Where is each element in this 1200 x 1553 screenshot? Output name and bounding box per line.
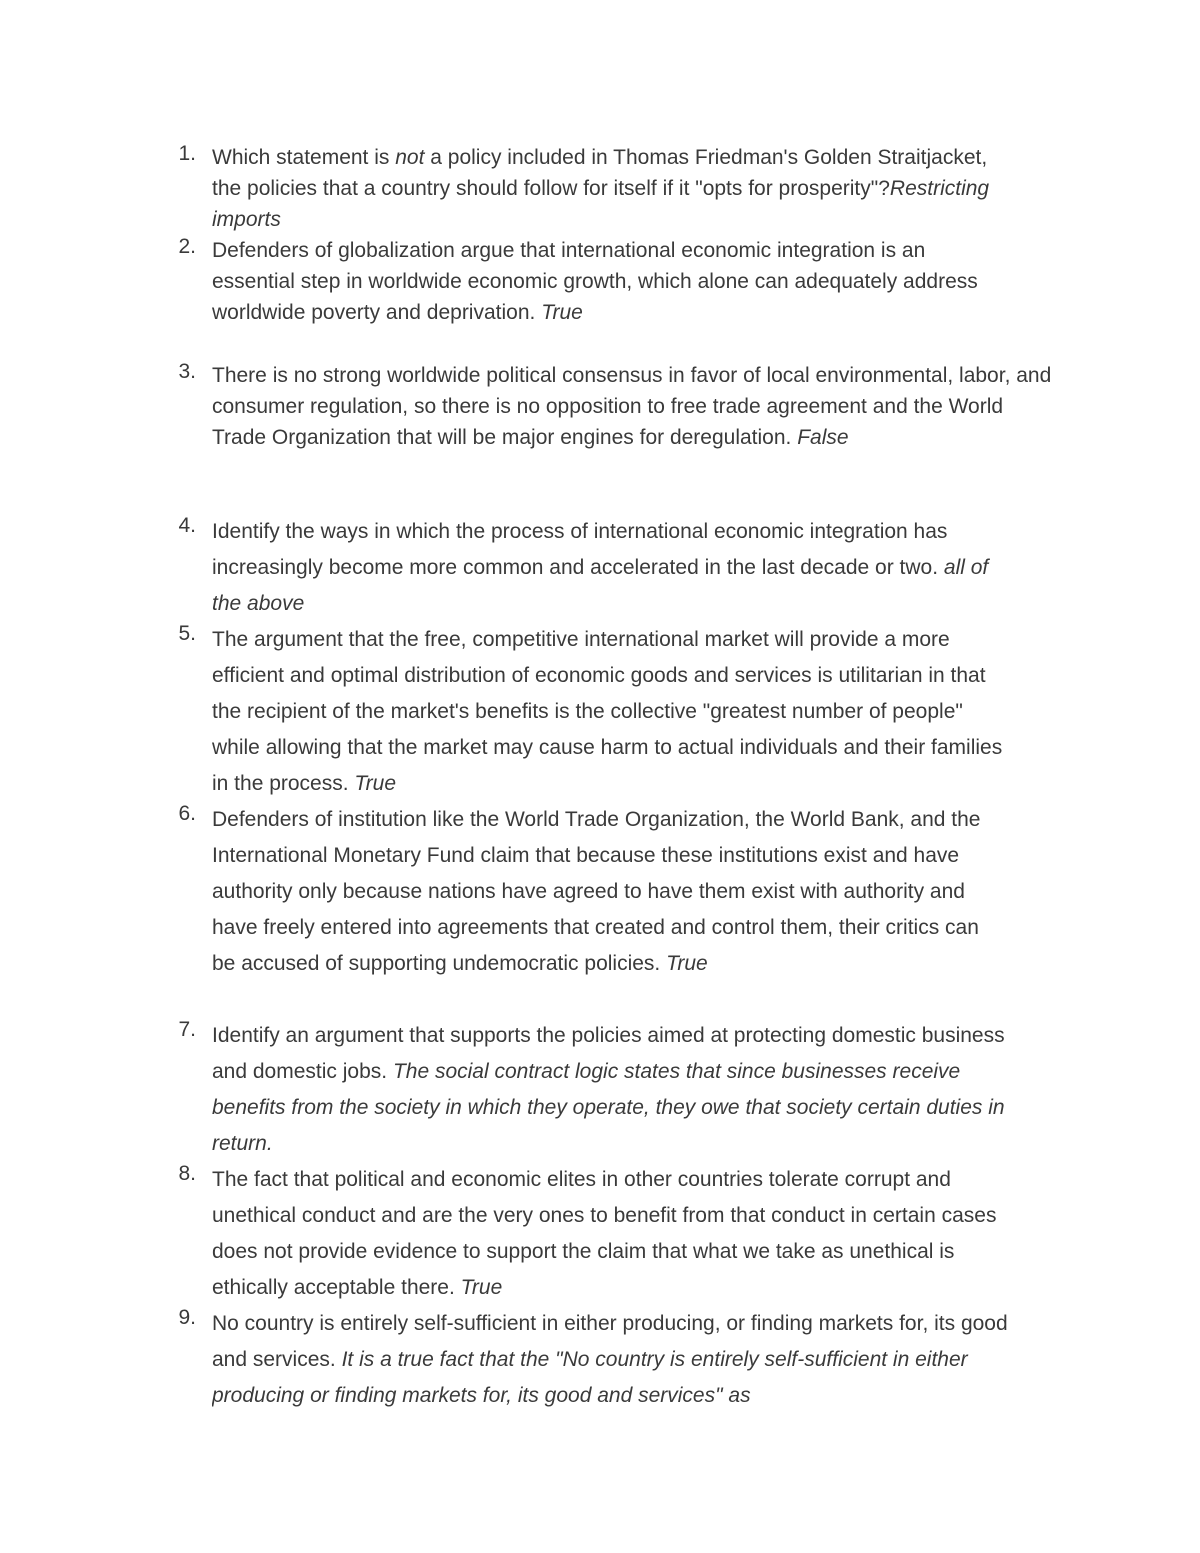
- question-text: [212, 514, 1012, 622]
- question-answer: The social contract logic states that since businesses receive benefits from the society in which they operate, they owe that society certain duties in return.: [212, 1060, 1005, 1155]
- question-number: 4.: [178, 514, 196, 537]
- question-prompt: Defenders of institution like the World Trade Organization, the World Bank, and the International Monetary Fund claim that because these institutions exist and have authority only because nations have agreed to have them exist with authority and have freely entered into agreements that created and control them, their critics can be accused of supporting undemocratic policies.: [212, 808, 981, 975]
- question-prompt: The argument that the free, competitive international market will provide a more efficient and optimal distribution of economic goods and services is utilitarian in that the recipient of the market's benefits is the collective "greatest number of people" while allowing that the market may cause harm to actual individuals and their families in the process.: [212, 628, 1003, 795]
- question-text: [212, 622, 1012, 802]
- question-answer: False: [797, 426, 849, 449]
- question-number: 9.: [178, 1306, 196, 1329]
- question-text: [212, 1162, 1012, 1306]
- question-answer: all of the above: [212, 556, 989, 615]
- question-answer: True: [666, 952, 708, 975]
- question-prompt: Defenders of globalization argue that international economic integration is an essential step in worldwide economic growth, which alone can adequately address worldwide poverty and deprivation.: [212, 239, 978, 324]
- question-number: 1.: [178, 142, 196, 165]
- question-text-before: Which statement is: [212, 146, 396, 169]
- question-text: [212, 360, 1062, 453]
- question-number: 2.: [178, 235, 196, 258]
- question-answer: True: [541, 301, 583, 324]
- question-number: 5.: [178, 622, 196, 645]
- question-prompt: No country is entirely self-sufficient in either producing, or finding markets for, its good and services.: [212, 1312, 1008, 1371]
- question-number: 6.: [178, 802, 196, 825]
- question-answer: It is a true fact that the "No country is entirely self-sufficient in either producing or finding markets for, its good and services" as: [212, 1348, 968, 1407]
- question-answer: True: [354, 772, 397, 795]
- question-number: 7.: [178, 1018, 196, 1041]
- question-text-after: a policy included in Thomas Friedman's Golden Straitjacket, the policies that a country should follow for itself if it "opts for prosperity"?: [212, 146, 988, 200]
- question-prompt: Identify the ways in which the process of international economic integration has increasingly become more common and accelerated in the last decade or two.: [212, 520, 948, 579]
- question-number: 8.: [178, 1162, 196, 1185]
- question-text: [212, 1306, 1012, 1412]
- question-answer: Restricting imports: [212, 177, 990, 231]
- question-prompt: Identify an argument that supports the policies aimed at protecting domestic business and domestic jobs.: [212, 1024, 1005, 1083]
- question-emphasis: not: [395, 146, 425, 169]
- question-text: [212, 142, 992, 235]
- question-text: [212, 235, 1002, 328]
- question-answer: True: [460, 1276, 503, 1299]
- question-text: [212, 802, 1002, 982]
- question-prompt: There is no strong worldwide political consensus in favor of local environmental, labor, and consumer regulation, so there is no opposition to free trade agreement and the World Trade Organization that will be major engines for deregulation.: [212, 364, 1052, 449]
- question-text: [212, 1018, 1012, 1162]
- question-number: 3.: [178, 360, 196, 383]
- question-prompt: The fact that political and economic elites in other countries tolerate corrupt and unethical conduct and are the very ones to benefit from that conduct in certain cases does not provide evidence to support the claim that what we take as unethical is ethically acceptable there.: [212, 1168, 997, 1299]
